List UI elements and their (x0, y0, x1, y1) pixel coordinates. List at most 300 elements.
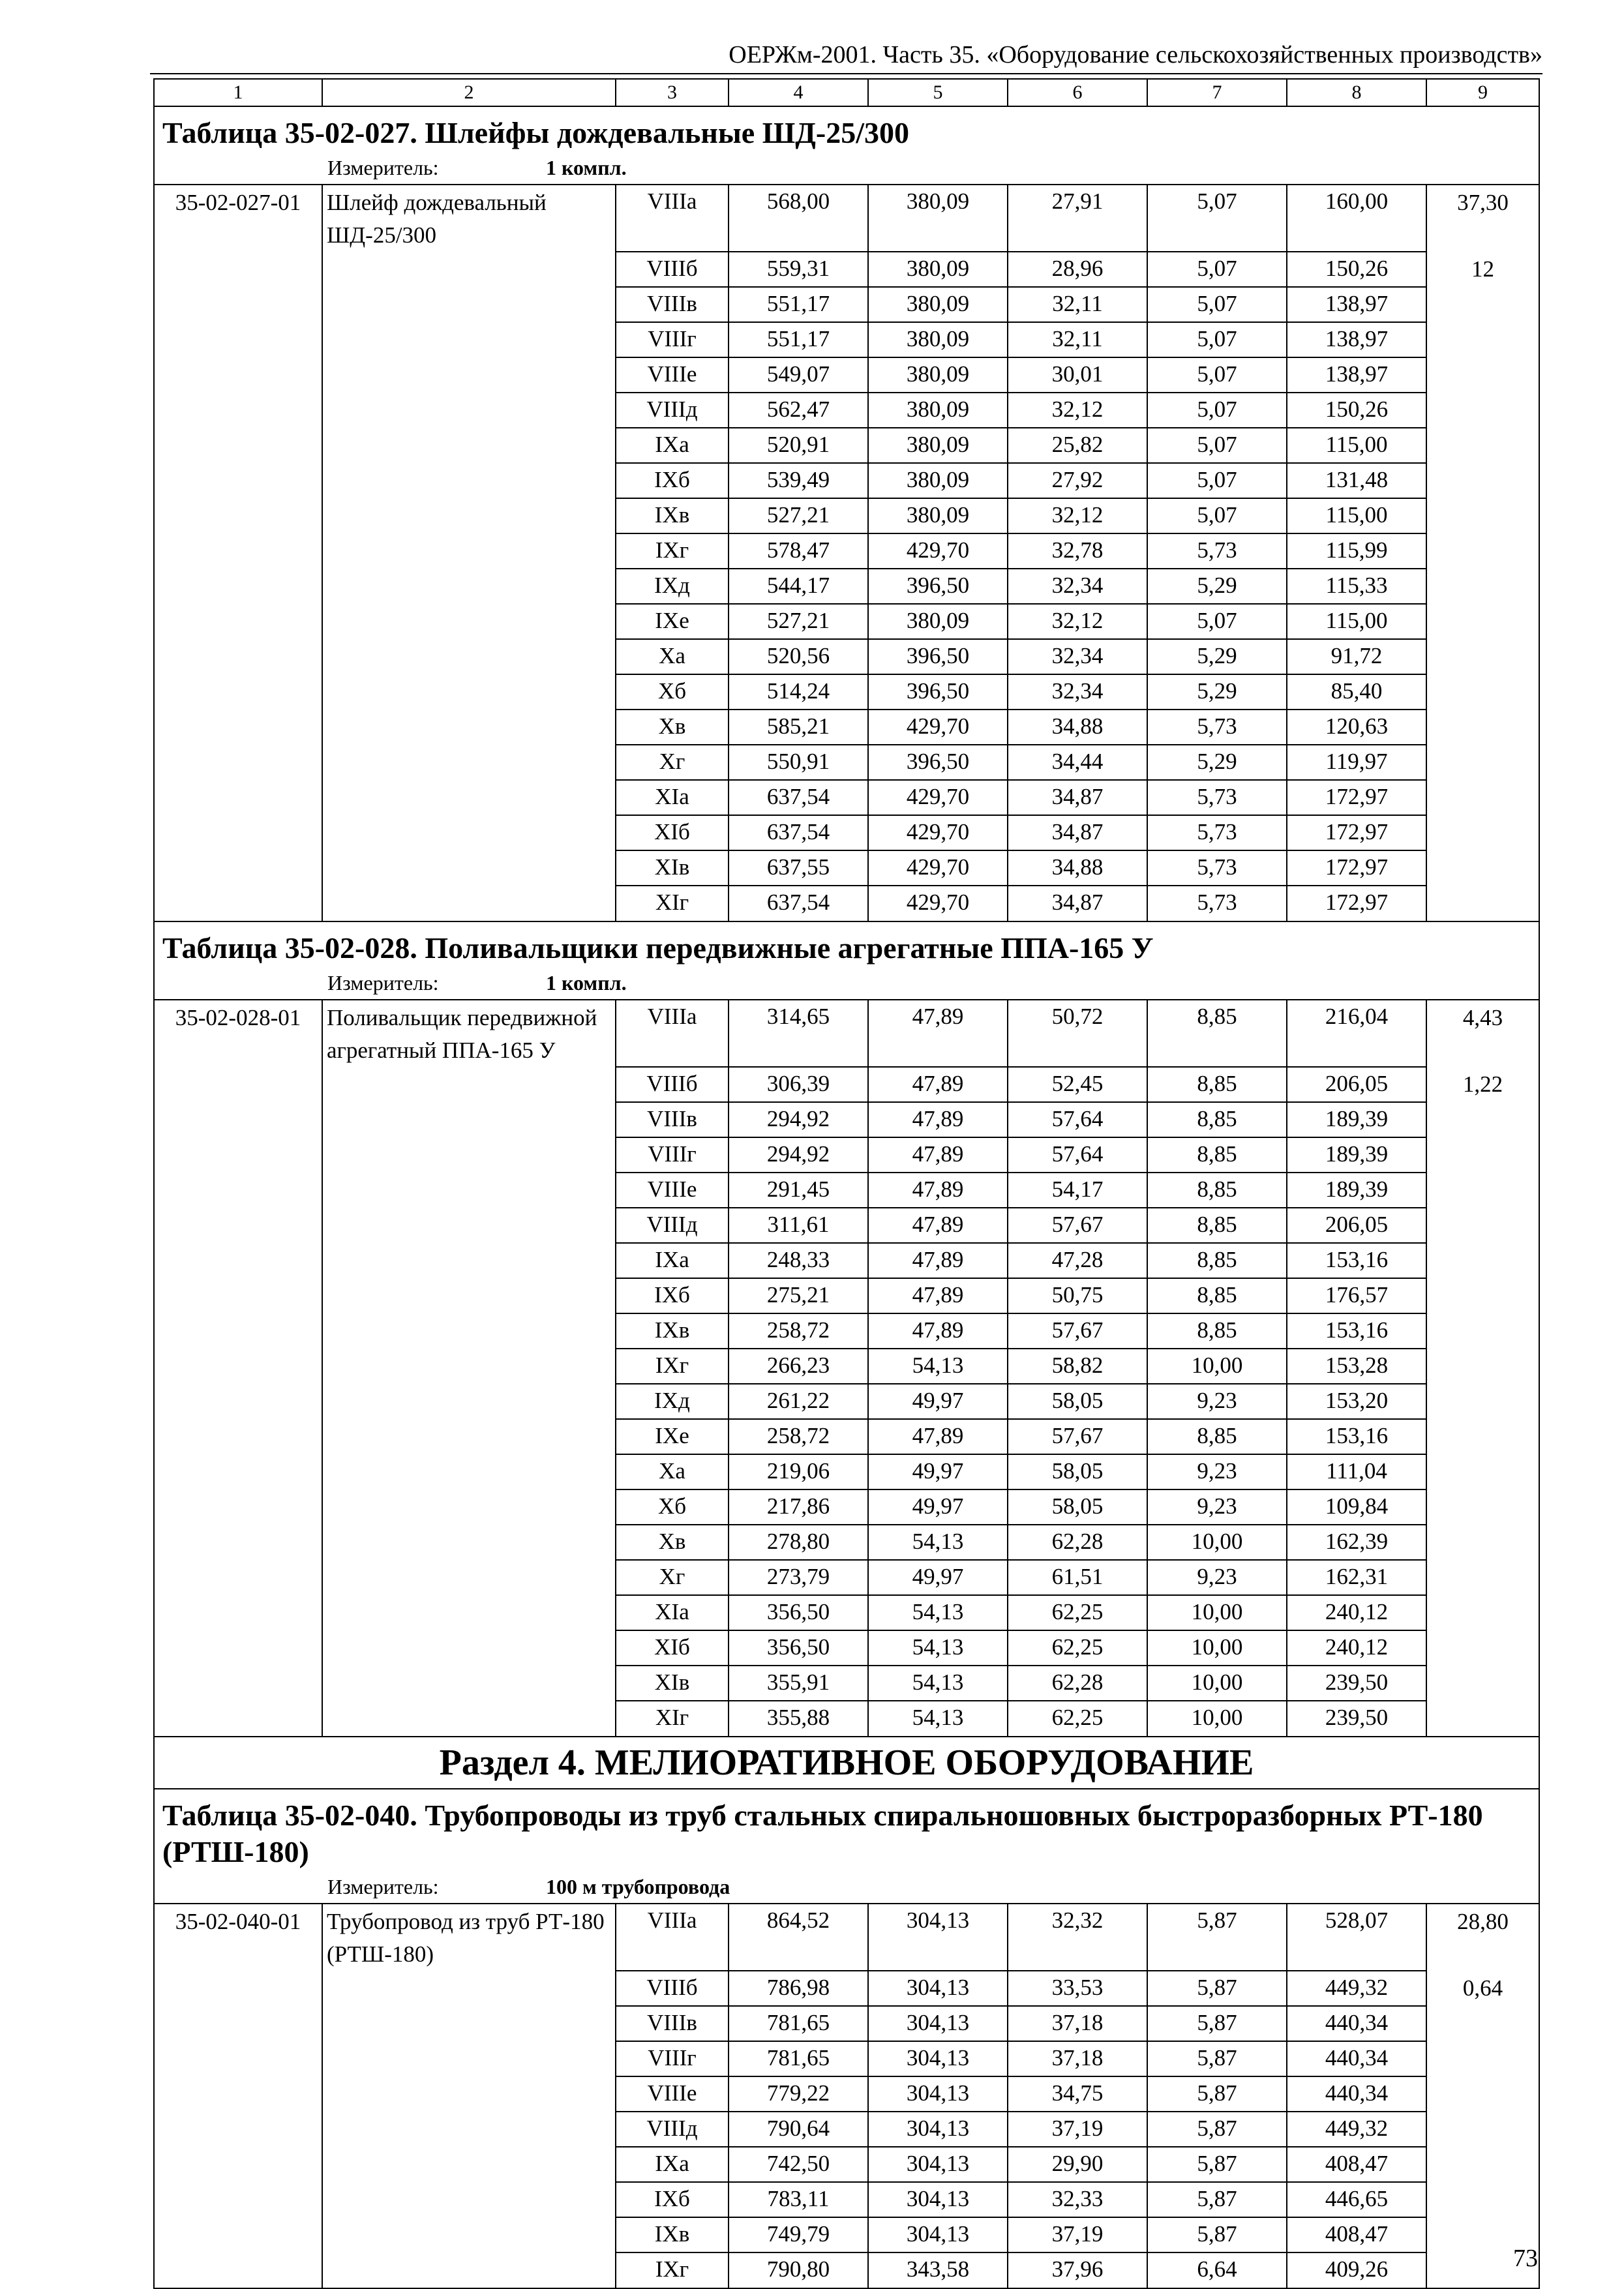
column-9-cell (1426, 850, 1539, 886)
table-row (154, 1525, 1539, 1560)
zone-cell: XIв (616, 1666, 729, 1701)
value-cell: 304,13 (868, 2041, 1008, 2076)
rate-name (322, 1701, 616, 1737)
value-cell: 380,09 (868, 498, 1008, 533)
rate-code (154, 1102, 322, 1137)
rate-name (322, 886, 616, 921)
table-row (154, 428, 1539, 463)
value-cell: 37,19 (1008, 2217, 1147, 2252)
rate-code (154, 1454, 322, 1489)
value-cell: 217,86 (729, 1489, 868, 1525)
value-cell: 6,64 (1147, 2252, 1287, 2288)
value-cell: 5,87 (1147, 2076, 1287, 2112)
value-cell: 304,13 (868, 1904, 1008, 1971)
value-cell: 9,23 (1147, 1560, 1287, 1595)
rate-code (154, 1971, 322, 2006)
value-cell: 61,51 (1008, 1560, 1147, 1595)
table-row (154, 2112, 1539, 2147)
zone-cell: Xв (616, 1525, 729, 1560)
value-cell: 50,75 (1008, 1278, 1147, 1313)
column-number-row (154, 79, 1539, 106)
value-cell: 34,75 (1008, 2076, 1147, 2112)
value-cell: 273,79 (729, 1560, 868, 1595)
rate-code (154, 745, 322, 780)
value-cell: 304,13 (868, 2147, 1008, 2182)
measure-value: 1 компл. (546, 971, 627, 995)
column-9-cell (1426, 639, 1539, 674)
value-cell: 32,34 (1008, 639, 1147, 674)
value-cell: 54,13 (868, 1666, 1008, 1701)
column-9-cell (1426, 745, 1539, 780)
value-cell: 550,91 (729, 745, 868, 780)
value-cell: 520,56 (729, 639, 868, 674)
value-cell: 58,05 (1008, 1384, 1147, 1419)
rate-code: 35-02-040-01 (154, 1904, 322, 1971)
table-row (154, 1208, 1539, 1243)
value-cell: 8,85 (1147, 1137, 1287, 1173)
rate-code (154, 463, 322, 498)
value-cell: 54,13 (868, 1630, 1008, 1666)
value-cell: 408,47 (1287, 2217, 1426, 2252)
rate-code (154, 815, 322, 850)
value-cell: 32,34 (1008, 569, 1147, 604)
table-row (154, 2076, 1539, 2112)
value-cell: 429,70 (868, 886, 1008, 921)
rate-name (322, 1419, 616, 1454)
rate-code (154, 1560, 322, 1595)
zone-cell: IXг (616, 533, 729, 569)
table-row (154, 639, 1539, 674)
table-row (154, 463, 1539, 498)
table-row (154, 1313, 1539, 1349)
column-number: 1 (154, 79, 322, 106)
value-cell: 5,07 (1147, 287, 1287, 322)
value-cell: 172,97 (1287, 780, 1426, 815)
rate-code (154, 1630, 322, 1666)
column-9-cell (1426, 463, 1539, 498)
table-row (154, 1067, 1539, 1102)
value-cell: 8,85 (1147, 1419, 1287, 1454)
value-cell: 206,05 (1287, 1208, 1426, 1243)
value-cell: 5,73 (1147, 533, 1287, 569)
value-cell: 37,96 (1008, 2252, 1147, 2288)
value-cell: 109,84 (1287, 1489, 1426, 1525)
zone-cell: VIIIа (616, 185, 729, 252)
table-row (154, 886, 1539, 921)
value-cell: 440,34 (1287, 2006, 1426, 2041)
value-cell: 5,87 (1147, 1904, 1287, 1971)
zone-cell: IXб (616, 2182, 729, 2217)
table-title-row (154, 1789, 1539, 1873)
table-row (154, 1419, 1539, 1454)
zone-cell: IXв (616, 498, 729, 533)
value-cell: 380,09 (868, 393, 1008, 428)
value-cell: 440,34 (1287, 2076, 1426, 2112)
rate-name (322, 710, 616, 745)
rate-code (154, 287, 322, 322)
column-number: 7 (1147, 79, 1287, 106)
value-cell: 355,91 (729, 1666, 868, 1701)
value-cell: 62,25 (1008, 1701, 1147, 1737)
zone-cell: VIIIг (616, 2041, 729, 2076)
table-row (154, 1102, 1539, 1137)
column-9-cell: 0,64 (1426, 1971, 1539, 2006)
zone-cell: VIIIд (616, 1208, 729, 1243)
page-number: 73 (1513, 2245, 1538, 2272)
value-cell: 8,85 (1147, 1173, 1287, 1208)
column-9-cell (1426, 1173, 1539, 1208)
zone-cell: XIб (616, 1630, 729, 1666)
value-cell: 783,11 (729, 2182, 868, 2217)
rate-code (154, 1137, 322, 1173)
value-cell: 58,05 (1008, 1489, 1147, 1525)
value-cell: 57,64 (1008, 1102, 1147, 1137)
measure-row (154, 154, 1539, 185)
value-cell: 115,33 (1287, 569, 1426, 604)
value-cell: 637,55 (729, 850, 868, 886)
value-cell: 172,97 (1287, 815, 1426, 850)
zone-cell: VIIIд (616, 393, 729, 428)
zone-cell: VIIIа (616, 1000, 729, 1067)
value-cell: 32,11 (1008, 322, 1147, 357)
column-9-cell (1426, 1595, 1539, 1630)
table-row (154, 393, 1539, 428)
value-cell: 34,88 (1008, 850, 1147, 886)
rate-name (322, 1208, 616, 1243)
value-cell: 380,09 (868, 287, 1008, 322)
value-cell: 240,12 (1287, 1630, 1426, 1666)
value-cell: 786,98 (729, 1971, 868, 2006)
rate-code (154, 1313, 322, 1349)
zone-cell: IXд (616, 569, 729, 604)
value-cell: 380,09 (868, 252, 1008, 287)
rate-name (322, 2182, 616, 2217)
table-title-row (154, 921, 1539, 969)
rate-code (154, 1701, 322, 1737)
measure-label: Измеритель: (327, 971, 439, 995)
column-9-cell (1426, 1243, 1539, 1278)
rate-name (322, 1630, 616, 1666)
rate-code (154, 1419, 322, 1454)
rate-code (154, 357, 322, 393)
rate-name (322, 1666, 616, 1701)
rate-code (154, 2147, 322, 2182)
value-cell: 551,17 (729, 322, 868, 357)
value-cell: 47,89 (868, 1243, 1008, 1278)
table-row (154, 1243, 1539, 1278)
value-cell: 549,07 (729, 357, 868, 393)
zone-cell: IXб (616, 463, 729, 498)
value-cell: 9,23 (1147, 1454, 1287, 1489)
column-9-cell (1426, 1384, 1539, 1419)
value-cell: 27,92 (1008, 463, 1147, 498)
value-cell: 5,87 (1147, 1971, 1287, 2006)
value-cell: 544,17 (729, 569, 868, 604)
value-cell: 49,97 (868, 1384, 1008, 1419)
table-row (154, 1595, 1539, 1630)
value-cell: 429,70 (868, 710, 1008, 745)
measure-value: 1 компл. (546, 156, 627, 179)
value-cell: 32,12 (1008, 498, 1147, 533)
value-cell: 9,23 (1147, 1489, 1287, 1525)
column-9-cell (1426, 393, 1539, 428)
value-cell: 396,50 (868, 745, 1008, 780)
column-9-cell (1426, 2112, 1539, 2147)
column-9-cell (1426, 780, 1539, 815)
rate-code (154, 604, 322, 639)
value-cell: 5,07 (1147, 498, 1287, 533)
rate-code (154, 498, 322, 533)
rate-name (322, 252, 616, 287)
value-cell: 266,23 (729, 1349, 868, 1384)
table-row (154, 2041, 1539, 2076)
value-cell: 47,89 (868, 1313, 1008, 1349)
value-cell: 10,00 (1147, 1630, 1287, 1666)
column-9-cell (1426, 1102, 1539, 1137)
value-cell: 138,97 (1287, 322, 1426, 357)
value-cell: 585,21 (729, 710, 868, 745)
column-9-cell (1426, 886, 1539, 921)
column-9-cell (1426, 2041, 1539, 2076)
value-cell: 34,44 (1008, 745, 1147, 780)
rate-code (154, 322, 322, 357)
value-cell: 5,07 (1147, 357, 1287, 393)
value-cell: 248,33 (729, 1243, 868, 1278)
table-title-row (154, 106, 1539, 154)
table-row (154, 1454, 1539, 1489)
column-9-cell (1426, 1666, 1539, 1701)
value-cell: 153,20 (1287, 1384, 1426, 1419)
value-cell: 356,50 (729, 1595, 868, 1630)
table-row (154, 710, 1539, 745)
table-row (154, 780, 1539, 815)
table-row (154, 1278, 1539, 1313)
table-row (154, 252, 1539, 287)
section-row (154, 1737, 1539, 1789)
table-title: Таблица 35-02-027. Шлейфы дождевальные ШД-25/300 (154, 106, 1539, 154)
rate-name (322, 463, 616, 498)
page-header: ОЕРЖм-2001. Часть 35. «Оборудование сельскохозяйственных производств» (729, 41, 1542, 68)
value-cell: 278,80 (729, 1525, 868, 1560)
rate-code (154, 1595, 322, 1630)
zone-cell: IXд (616, 1384, 729, 1419)
column-9-cell (1426, 674, 1539, 710)
value-cell: 172,97 (1287, 886, 1426, 921)
rate-name (322, 2112, 616, 2147)
value-cell: 5,07 (1147, 604, 1287, 639)
column-number: 5 (868, 79, 1008, 106)
value-cell: 47,89 (868, 1278, 1008, 1313)
measure-unit (154, 1873, 1539, 1904)
table-row (154, 1971, 1539, 2006)
table-row (154, 604, 1539, 639)
value-cell: 8,85 (1147, 1243, 1287, 1278)
rate-code (154, 2112, 322, 2147)
zone-cell: IXв (616, 1313, 729, 1349)
value-cell: 189,39 (1287, 1137, 1426, 1173)
value-cell: 162,39 (1287, 1525, 1426, 1560)
rate-name (322, 850, 616, 886)
rate-code (154, 1278, 322, 1313)
value-cell: 34,87 (1008, 815, 1147, 850)
value-cell: 742,50 (729, 2147, 868, 2182)
column-9-cell (1426, 604, 1539, 639)
zone-cell: Xа (616, 639, 729, 674)
value-cell: 32,78 (1008, 533, 1147, 569)
value-cell: 396,50 (868, 674, 1008, 710)
table-row (154, 815, 1539, 850)
rate-code (154, 780, 322, 815)
value-cell: 37,18 (1008, 2041, 1147, 2076)
value-cell: 32,12 (1008, 604, 1147, 639)
rate-name (322, 2252, 616, 2288)
value-cell: 138,97 (1287, 287, 1426, 322)
column-9-cell (1426, 1489, 1539, 1525)
zone-cell: Xг (616, 1560, 729, 1595)
rate-name (322, 745, 616, 780)
rate-code (154, 1525, 322, 1560)
value-cell: 54,13 (868, 1525, 1008, 1560)
rate-code (154, 886, 322, 921)
column-number: 6 (1008, 79, 1147, 106)
value-cell: 380,09 (868, 357, 1008, 393)
column-9-cell: 1,22 (1426, 1067, 1539, 1102)
zone-cell: XIа (616, 780, 729, 815)
zone-cell: VIIIв (616, 287, 729, 322)
table-row (154, 498, 1539, 533)
value-cell: 50,72 (1008, 1000, 1147, 1067)
value-cell: 33,53 (1008, 1971, 1147, 2006)
value-cell: 47,89 (868, 1173, 1008, 1208)
table-title: Таблица 35-02-028. Поливальщики передвижные агрегатные ППА-165 У (154, 921, 1539, 969)
zone-cell: Xг (616, 745, 729, 780)
zone-cell: XIа (616, 1595, 729, 1630)
column-9-cell (1426, 1630, 1539, 1666)
rate-code (154, 2006, 322, 2041)
rate-name (322, 2147, 616, 2182)
value-cell: 10,00 (1147, 1349, 1287, 1384)
value-cell: 562,47 (729, 393, 868, 428)
rate-name (322, 2217, 616, 2252)
value-cell: 5,29 (1147, 674, 1287, 710)
value-cell: 304,13 (868, 2076, 1008, 2112)
column-number: 4 (729, 79, 868, 106)
zone-cell: VIIIа (616, 1904, 729, 1971)
column-9-cell (1426, 569, 1539, 604)
value-cell: 131,48 (1287, 463, 1426, 498)
value-cell: 779,22 (729, 2076, 868, 2112)
table-row (154, 569, 1539, 604)
rate-name (322, 1313, 616, 1349)
value-cell: 637,54 (729, 886, 868, 921)
value-cell: 5,73 (1147, 886, 1287, 921)
rate-code (154, 2252, 322, 2288)
rate-name (322, 674, 616, 710)
value-cell: 429,70 (868, 850, 1008, 886)
zone-cell: VIIIв (616, 2006, 729, 2041)
value-cell: 8,85 (1147, 1102, 1287, 1137)
column-9-cell (1426, 428, 1539, 463)
rate-name (322, 1560, 616, 1595)
value-cell: 47,89 (868, 1419, 1008, 1454)
value-cell: 749,79 (729, 2217, 868, 2252)
value-cell: 5,07 (1147, 428, 1287, 463)
zone-cell: Xв (616, 710, 729, 745)
value-cell: 5,87 (1147, 2041, 1287, 2076)
value-cell: 85,40 (1287, 674, 1426, 710)
column-9-cell (1426, 1525, 1539, 1560)
value-cell: 449,32 (1287, 2112, 1426, 2147)
value-cell: 10,00 (1147, 1525, 1287, 1560)
value-cell: 32,33 (1008, 2182, 1147, 2217)
value-cell: 58,05 (1008, 1454, 1147, 1489)
rate-code (154, 710, 322, 745)
value-cell: 528,07 (1287, 1904, 1426, 1971)
value-cell: 216,04 (1287, 1000, 1426, 1067)
value-cell: 219,06 (729, 1454, 868, 1489)
value-cell: 29,90 (1008, 2147, 1147, 2182)
value-cell: 429,70 (868, 533, 1008, 569)
value-cell: 62,28 (1008, 1525, 1147, 1560)
value-cell: 527,21 (729, 604, 868, 639)
rate-name (322, 2041, 616, 2076)
rate-name (322, 1349, 616, 1384)
table-row (154, 2182, 1539, 2217)
value-cell: 206,05 (1287, 1067, 1426, 1102)
rate-name (322, 322, 616, 357)
value-cell: 304,13 (868, 2006, 1008, 2041)
rate-name: Трубопровод из труб РТ-180 (РТШ-180) (322, 1904, 616, 1971)
rate-name (322, 1278, 616, 1313)
zone-cell: Xб (616, 674, 729, 710)
value-cell: 9,23 (1147, 1384, 1287, 1419)
measure-label: Измеритель: (327, 156, 439, 179)
value-cell: 49,97 (868, 1489, 1008, 1525)
value-cell: 258,72 (729, 1313, 868, 1349)
column-9-cell (1426, 357, 1539, 393)
value-cell: 30,01 (1008, 357, 1147, 393)
zone-cell: VIIIв (616, 1102, 729, 1137)
rate-code (154, 393, 322, 428)
rate-code (154, 2182, 322, 2217)
value-cell: 8,85 (1147, 1278, 1287, 1313)
value-cell: 32,32 (1008, 1904, 1147, 1971)
value-cell: 5,07 (1147, 252, 1287, 287)
value-cell: 527,21 (729, 498, 868, 533)
zone-cell: XIв (616, 850, 729, 886)
rate-code (154, 1208, 322, 1243)
value-cell: 5,87 (1147, 2217, 1287, 2252)
value-cell: 5,87 (1147, 2182, 1287, 2217)
column-9-cell (1426, 2147, 1539, 2182)
rate-name (322, 1971, 616, 2006)
zone-cell: VIIIе (616, 1173, 729, 1208)
column-9-cell (1426, 498, 1539, 533)
table-row (154, 1137, 1539, 1173)
value-cell: 261,22 (729, 1384, 868, 1419)
rate-name (322, 1102, 616, 1137)
value-cell: 5,29 (1147, 745, 1287, 780)
value-cell: 5,07 (1147, 185, 1287, 252)
value-cell: 10,00 (1147, 1666, 1287, 1701)
value-cell: 34,87 (1008, 886, 1147, 921)
column-9-cell (1426, 2006, 1539, 2041)
value-cell: 120,63 (1287, 710, 1426, 745)
table-row (154, 1904, 1539, 1971)
zone-cell: VIIIб (616, 252, 729, 287)
section-title: Раздел 4. МЕЛИОРАТИВНОЕ ОБОРУДОВАНИЕ (154, 1737, 1539, 1789)
value-cell: 790,80 (729, 2252, 868, 2288)
